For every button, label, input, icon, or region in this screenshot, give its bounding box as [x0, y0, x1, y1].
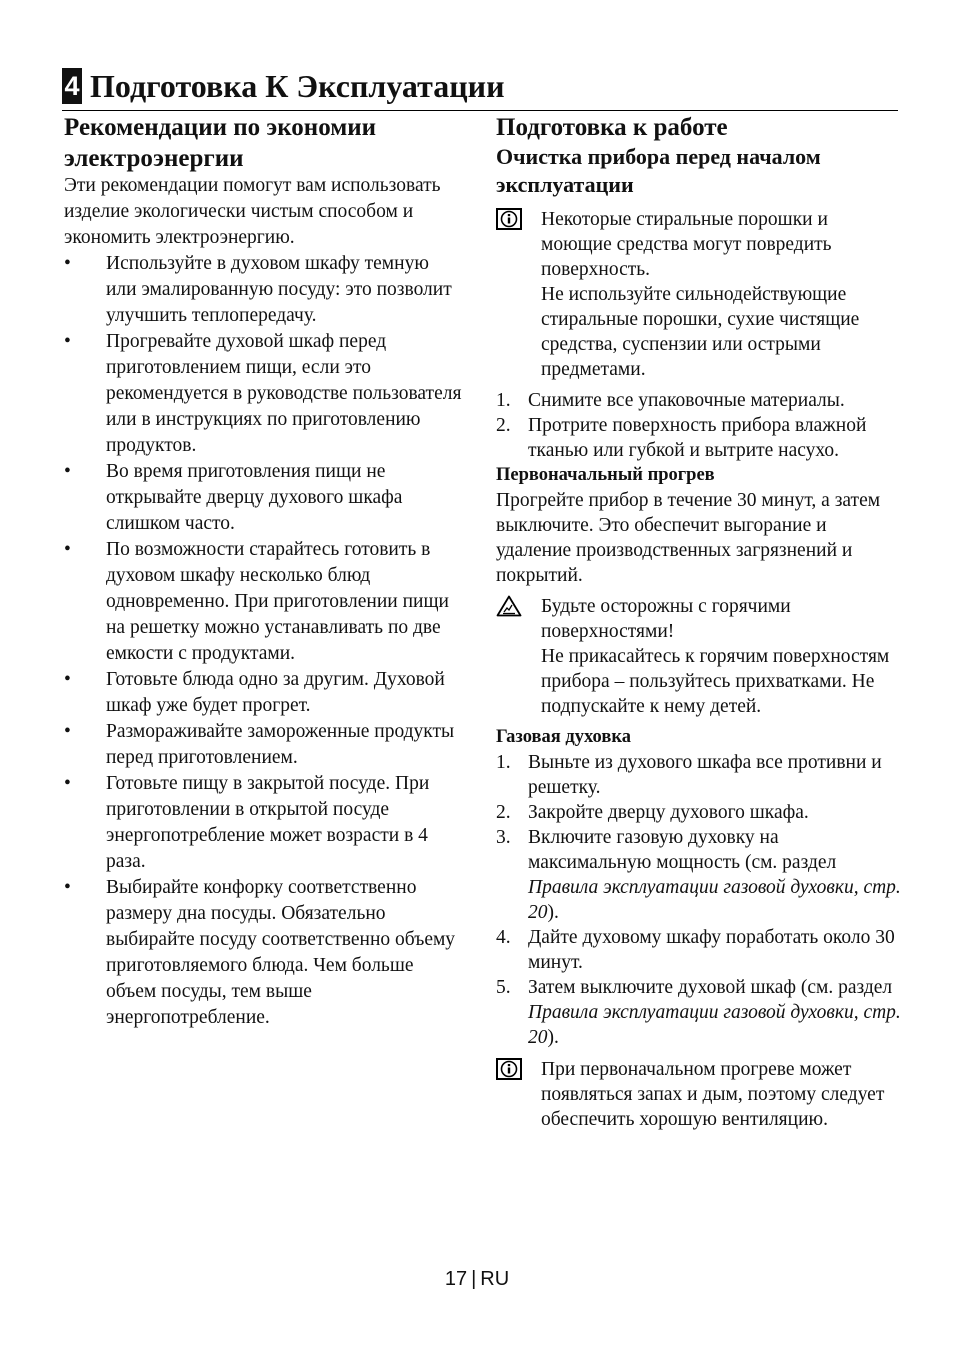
chapter-number-badge: 4: [62, 68, 82, 104]
info-note: При первоначальном прогреве может появляться запах и дым, поэтому следует обеспечить хорошую вентиляцию.: [496, 1057, 901, 1132]
warning-note: Будьте осторожны с горячими поверхностями! Не прикасайтесь к горячим поверхностям прибора – пользуйтесь прихватками. Не подпускайте к нему детей.: [496, 594, 901, 719]
gas-oven-heading: Газовая духовка: [496, 727, 631, 747]
page-footer: [0, 1266, 954, 1292]
language-code: RU: [480, 1268, 510, 1290]
right-column: [496, 112, 901, 1132]
footer-separator: |: [471, 1268, 477, 1290]
energy-saving-heading: Рекомендации по экономии электроэнергии: [64, 114, 377, 172]
gas-oven-steps: [496, 750, 901, 1050]
page-number: 17: [444, 1268, 468, 1290]
list-item: 1. Снимите все упаковочные материалы.: [496, 390, 845, 411]
list-item: 1. Выньте из духового шкафа все противни и решетку.: [496, 752, 882, 798]
list-item: 2. Закройте дверцу духового шкафа.: [496, 802, 809, 823]
info-icon: [496, 208, 522, 230]
list-item: 2. Протрите поверхность прибора влажной тканью или губкой и вытрите насухо.: [496, 415, 867, 461]
list-item: • Выбирайте конфорку соответственно размеру дна посуды. Обязательно выбирайте посуду соответственно объему приготовляемого блюда. Чем больше объем посуды, тем выше энергопотребление.: [64, 877, 456, 1028]
cross-reference: Правила эксплуатации газовой духовки, стр. 20: [528, 1002, 901, 1048]
list-item: 3. Включите газовую духовку на максимальную мощность (см. раздел Правила эксплуатации газовой духовки, стр. 20).: [496, 827, 901, 923]
chapter-title: Подготовка К Эксплуатации: [90, 68, 505, 104]
list-item: • Используйте в духовом шкафу темную или эмалированную посуду: это позволит улучшить теплопередачу.: [64, 253, 452, 326]
first-heat-heading: Первоначальный прогрев: [496, 465, 715, 485]
list-item: • Готовьте пищу в закрытой посуде. При приготовлении в открытой посуде энергопотребление может возрасти в 4 раза.: [64, 773, 430, 872]
list-item: • Прогревайте духовой шкаф перед приготовлением пищи, если это рекомендуется в руководстве пользователя или в инструкциях по приготовлению продуктов.: [64, 331, 462, 456]
chapter-header: [62, 62, 898, 111]
list-item: • Во время приготовления пищи не открывайте дверцу духового шкафа слишком часто.: [64, 461, 403, 534]
list-item: • По возможности старайтесь готовить в духовом шкафу несколько блюд одновременно. При приготовлении пищи на решетку можно устанавливать по две емкости с продуктами.: [64, 539, 449, 664]
list-item: 5. Затем выключите духовой шкаф (см. раздел Правила эксплуатации газовой духовки, стр. 20).: [496, 977, 901, 1048]
info-note: Некоторые стиральные порошки и моющие средства могут повредить поверхность. Не используйте сильнодействующие стиральные порошки, сухие чистящие средства, суспензии или острыми предметами.: [496, 207, 901, 382]
left-column: [64, 112, 464, 1031]
cleaning-steps: [496, 388, 901, 463]
warning-icon: [496, 595, 522, 617]
energy-saving-intro: Эти рекомендации помогут вам использовать изделие экологически чистым способом и экономить электроэнергию.: [64, 175, 441, 248]
cleaning-subheading: Очистка прибора перед началом эксплуатации: [496, 144, 821, 197]
cross-reference: Правила эксплуатации газовой духовки, стр. 20: [528, 877, 901, 923]
list-item: 4. Дайте духовому шкафу поработать около 30 минут.: [496, 927, 895, 973]
first-heat-text: Прогрейте прибор в течение 30 минут, а затем выключите. Это обеспечит выгорание и удаление производственных загрязнений и покрытий.: [496, 490, 881, 586]
info-icon: [496, 1058, 522, 1080]
list-item: • Размораживайте замороженные продукты перед приготовлением.: [64, 721, 455, 768]
list-item: • Готовьте блюда одно за другим. Духовой шкаф уже будет прогрет.: [64, 669, 445, 716]
preparation-heading: Подготовка к работе: [496, 114, 728, 141]
energy-saving-list: [64, 251, 464, 1031]
